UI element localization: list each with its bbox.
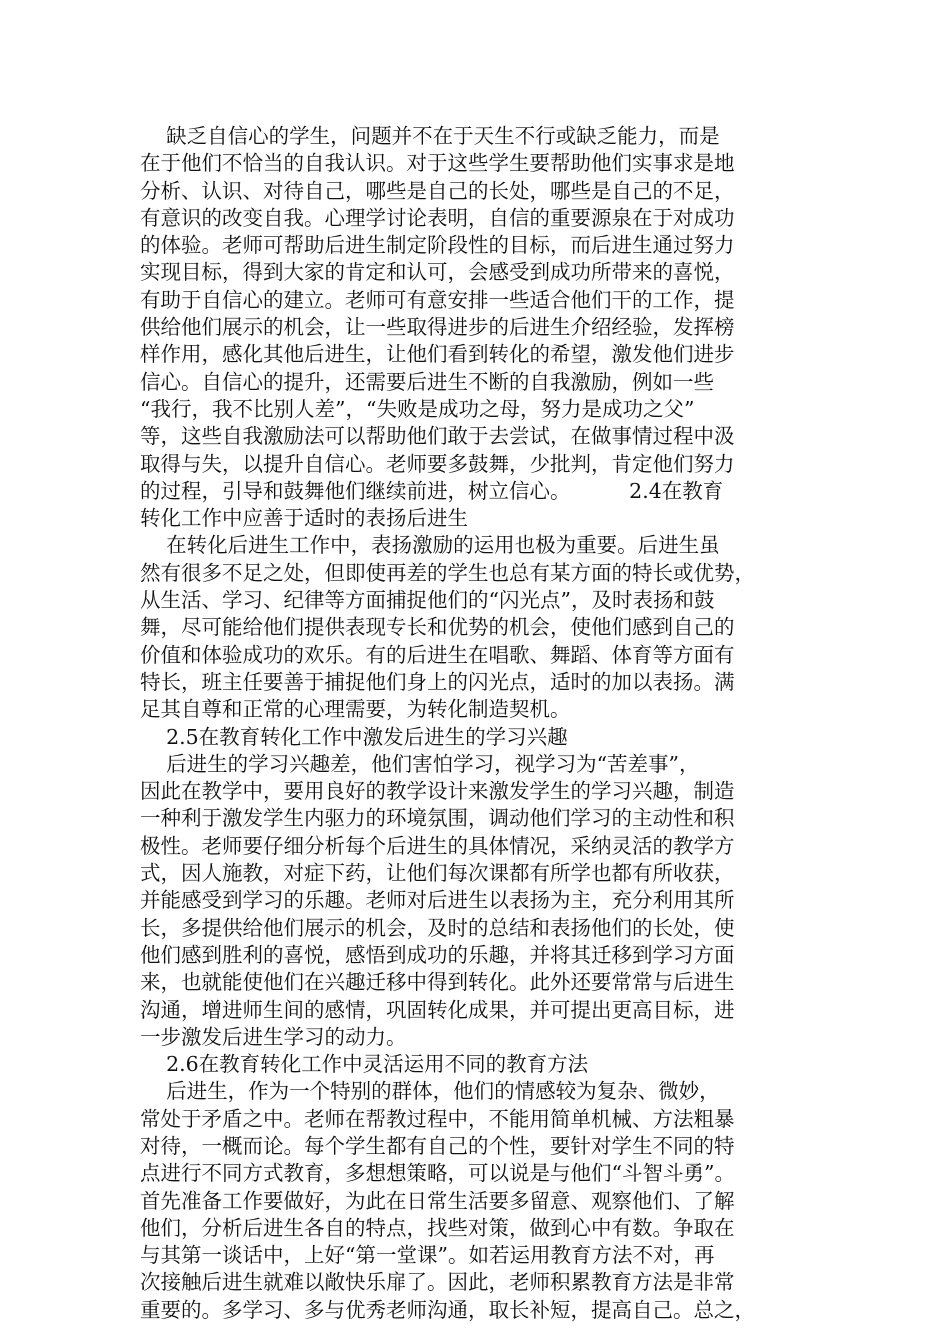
text-line: 舞，尽可能给他们提供表现专长和优势的机会，使他们感到自己的 [140, 615, 735, 640]
text-line: 的过程，引导和鼓舞他们继续前进，树立信心。 2.4在教育 [140, 478, 724, 503]
text-line: 的体验。老师可帮助后进生制定阶段性的目标，而后进生通过努力 [140, 233, 735, 258]
text-line: 取得与失，以提升自信心。老师要多鼓舞，少批判，肯定他们努力 [140, 451, 735, 476]
text-line: 信心。自信心的提升，还需要后进生不断的自我激励，例如一些 [140, 369, 714, 394]
text-line: 他们感到胜利的喜悦，感悟到成功的乐趣，并将其迁移到学习方面 [140, 942, 735, 967]
body-text [140, 123, 812, 1324]
text-line: 特长，班主任要善于捕捉他们身上的闪光点，适时的加以表扬。满 [140, 669, 735, 694]
text-line: 有助于自信心的建立。老师可有意安排一些适合他们干的工作，提 [140, 287, 735, 312]
text-line: 等，这些自我激励法可以帮助他们敢于去尝试，在做事情过程中汲 [140, 424, 735, 449]
text-line: 首先准备工作要做好，为此在日常生活要多留意、观察他们、了解 [140, 1188, 735, 1213]
text-line: 分析、认识、对待自己，哪些是自己的长处，哪些是自己的不足， [140, 178, 735, 203]
text-line: 重要的。多学习、多与优秀老师沟通，取长补短，提高自己。总之， [140, 1297, 755, 1322]
text-line: 并能感受到学习的乐趣。老师对后进生以表扬为主，充分利用其所 [140, 888, 735, 913]
text-line: 从生活、学习、纪律等方面捕捉他们的“闪光点”，及时表扬和鼓 [140, 588, 715, 613]
text-line: “我行，我不比别人差”，“失败是成功之母，努力是成功之父” [140, 396, 695, 421]
text-line: 缺乏自信心的学生，问题并不在于天生不行或缺乏能力，而是 [140, 124, 720, 148]
text-line: 供给他们展示的机会，让一些取得进步的后进生介绍经验，发挥榜 [140, 315, 735, 340]
text-line: 常处于矛盾之中。老师在帮教过程中，不能用简单机械、方法粗暴 [140, 1106, 735, 1131]
text-line: 次接触后进生就难以敞快乐扉了。因此，老师积累教育方法是非常 [140, 1270, 735, 1295]
text-line: 来，也就能使他们在兴趣迁移中得到转化。此外还要常常与后进生 [140, 970, 735, 995]
text-line: 2.5在教育转化工作中激发后进生的学习兴趣 [140, 724, 568, 749]
text-line: 价值和体验成功的欢乐。有的后进生在唱歌、舞蹈、体育等方面有 [140, 642, 735, 667]
text-line: 在转化后进生工作中，表扬激励的运用也极为重要。后进生虽 [140, 533, 720, 558]
text-line: 样作用，感化其他后进生，让他们看到转化的希望，激发他们进步 [140, 342, 735, 367]
text-line: 转化工作中应善于适时的表扬后进生 [140, 506, 468, 531]
text-line: 点进行不同方式教育，多想想策略，可以说是与他们“斗智斗勇”。 [140, 1161, 735, 1186]
text-line: 一种利于激发学生内驱力的环境氛围，调动他们学习的主动性和积 [140, 806, 735, 831]
text-line: 对待，一概而论。每个学生都有自己的个性，要针对学生不同的特 [140, 1133, 735, 1158]
text-line: 实现目标，得到大家的肯定和认可，会感受到成功所带来的喜悦， [140, 260, 735, 285]
text-line: 他们，分析后进生各自的特点，找些对策，做到心中有数。争取在 [140, 1215, 735, 1240]
text-line: 然有很多不足之处，但即使再差的学生也总有某方面的特长或优势， [140, 560, 755, 585]
text-line: 与其第一谈话中，上好“第一堂课”。如若运用教育方法不对，再 [140, 1243, 715, 1268]
text-line: 后进生，作为一个特别的群体，他们的情感较为复杂、微妙， [140, 1079, 720, 1104]
text-line: 一步激发后进生学习的动力。 [140, 1024, 407, 1049]
text-line: 沟通，增进师生间的感情，巩固转化成果，并可提出更高目标，进 [140, 997, 735, 1022]
text-line: 极性。老师要仔细分析每个后进生的具体情况，采纳灵活的教学方 [140, 833, 735, 858]
text-line: 长，多提供给他们展示的机会，及时的总结和表扬他们的长处，使 [140, 915, 735, 940]
text-line: 2.6在教育转化工作中灵活运用不同的教育方法 [140, 1052, 589, 1077]
text-line: 在于他们不恰当的自我认识。对于这些学生要帮助他们实事求是地 [140, 151, 735, 176]
text-line: 有意识的改变自我。心理学讨论表明，自信的重要源泉在于对成功 [140, 205, 735, 230]
text-line: 足其自尊和正常的心理需要，为转化制造契机。 [140, 697, 571, 722]
text-line: 后进生的学习兴趣差，他们害怕学习，视学习为“苦差事”， [140, 751, 700, 776]
text-line: 式，因人施教，对症下药，让他们每次课都有所学也都有所收获， [140, 861, 735, 886]
text-line: 因此在教学中，要用良好的教学设计来激发学生的学习兴趣，制造 [140, 779, 735, 804]
